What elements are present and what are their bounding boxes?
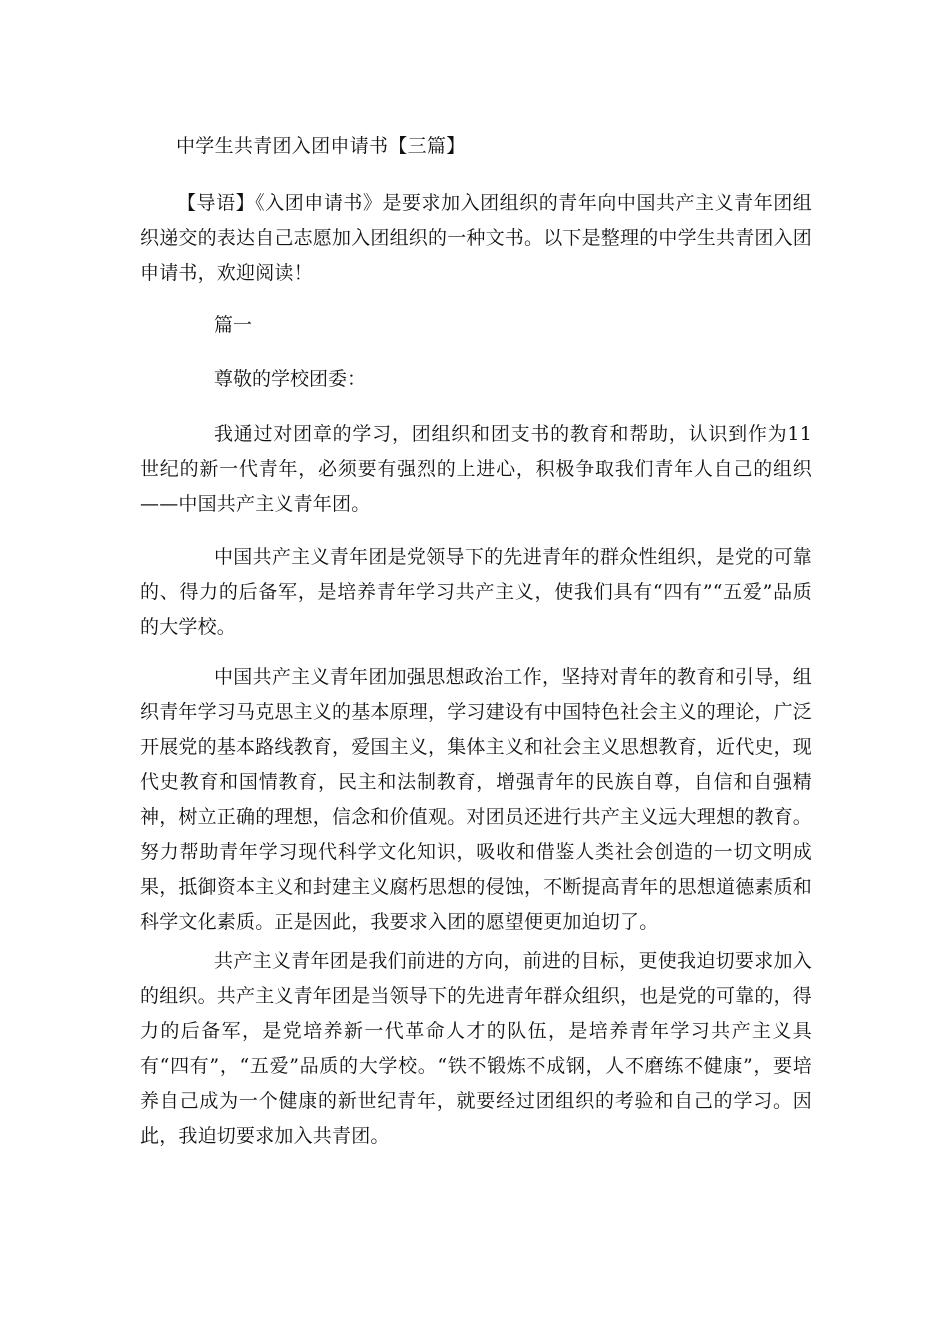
body-paragraph-1: 我通过对团章的学习，团组织和团支书的教育和帮助，认识到作为11世纪的新一代青年，必须要有强烈的上进心，积极争取我们青年人自己的组织——中国共产主义青年团。 (140, 423, 812, 515)
section-heading: 篇一 (214, 314, 253, 336)
intro-paragraph: 【导语】《入团申请书》是要求加入团组织的青年向中国共产主义青年团组织递交的表达自己志愿加入团组织的一种文书。以下是整理的中学生共青团入团申请书，欢迎阅读！ (140, 192, 813, 284)
body-paragraph-4: 共产主义青年团是我们前进的方向，前进的目标，更使我迫切要求加入的组织。共产主义青年团是当领导下的先进青年群众组织，也是党的可靠的，得力的后备军，是党培养新一代革命人才的队伍，是培养青年学习共产主义具有“四有”，“五爱”品质的大学校。“铁不锻炼不成钢，人不磨练不健康”，要培养自己成为一个健康的新世纪青年，就要经过团组织的考验和自己的学习。因此，我迫切要求加入共青团。 (140, 950, 813, 1147)
body-paragraph-3: 中国共产主义青年团加强思想政治工作，坚持对青年的教育和引导，组织青年学习马克思主义的基本原理，学习建设有中国特色社会主义的理论，广泛开展党的基本路线教育，爱国主义，集体主义和社会主义思想教育，近代史，现代史教育和国情教育，民主和法制教育，增强青年的民族自尊，自信和自强精神，树立正确的理想，信念和价值观。对团员还进行共产主义远大理想的教育。努力帮助青年学习现代科学文化知识，吸收和借鉴人类社会创造的一切文明成果，抵御资本主义和封建主义腐朽思想的侵蚀，不断提高青年的思想道德素质和科学文化素质。正是因此，我要求入团的愿望便更加迫切了。 (140, 666, 813, 933)
salutation: 尊敬的学校团委： (214, 368, 367, 390)
body-paragraph-2: 中国共产主义青年团是党领导下的先进青年的群众性组织，是党的可靠的、得力的后备军，是培养青年学习共产主义，使我们具有“四有”“五爱”品质的大学校。 (140, 546, 812, 638)
document-title: 中学生共青团入团申请书【三篇】 (176, 135, 466, 157)
